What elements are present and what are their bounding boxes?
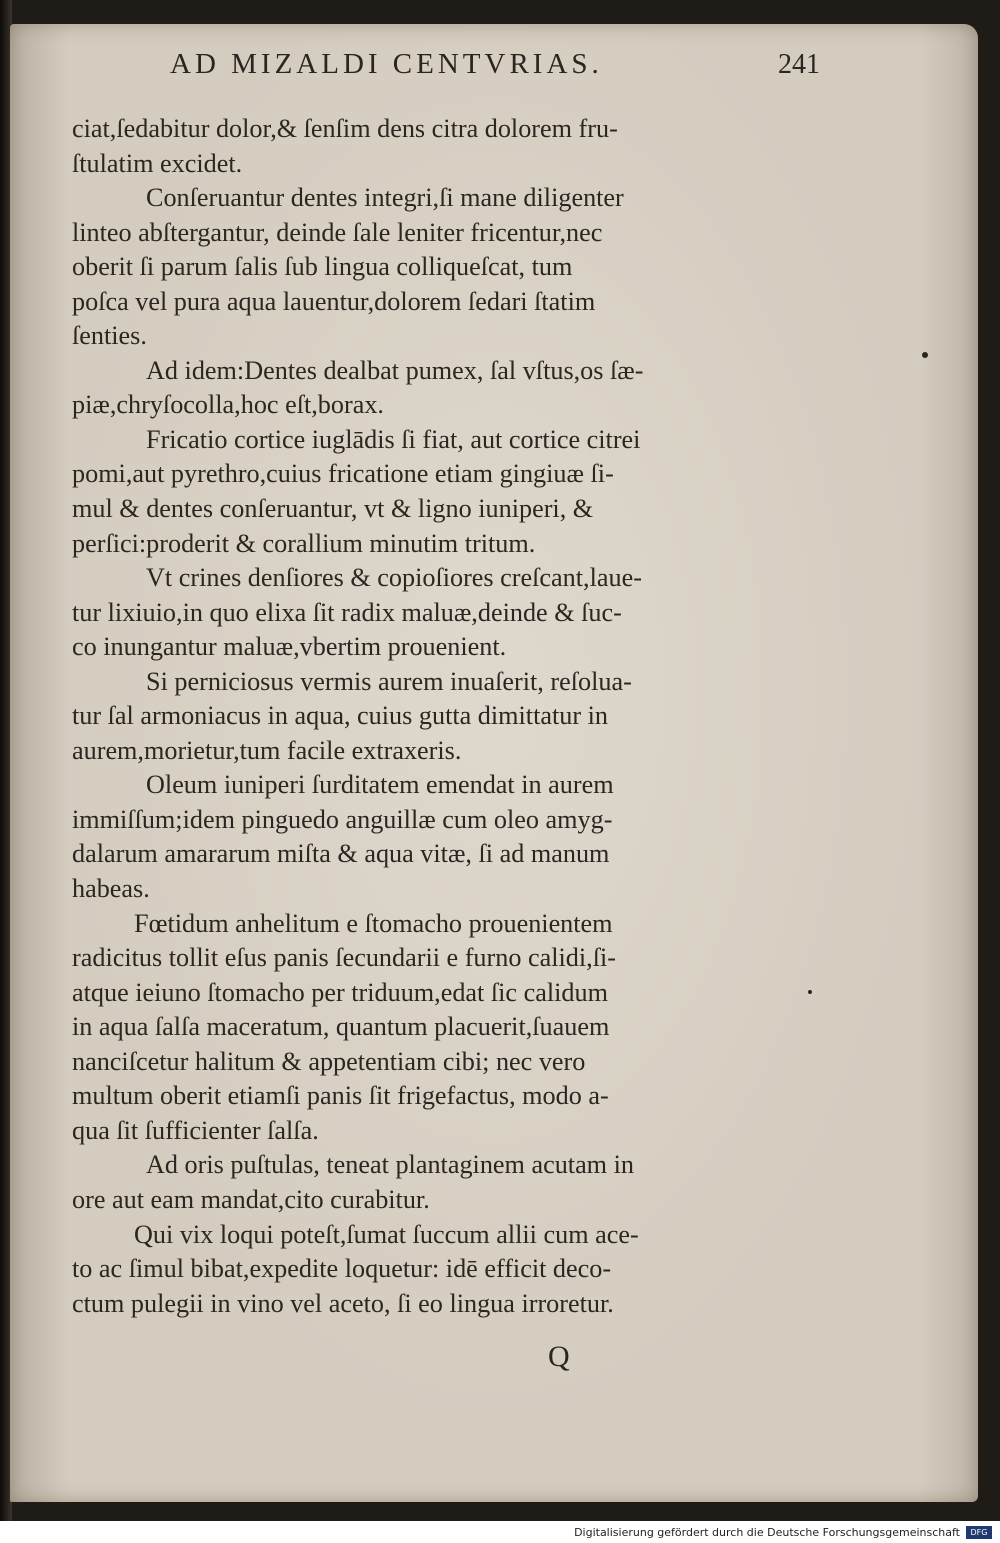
text-line: tur lixiuio,in quo elixa ſit radix maluæ,deinde & ſuc- bbox=[72, 597, 622, 627]
text-line: piæ,chryſocolla,hoc eſt,borax. bbox=[72, 390, 384, 420]
text-line: linteo abſtergantur, deinde ſale leniter fricentur,nec bbox=[72, 217, 603, 247]
text-line: co inungantur maluæ,vbertim prouenient. bbox=[72, 632, 507, 662]
text-line: habeas. bbox=[72, 874, 150, 904]
text-line: ſtulatim excidet. bbox=[72, 148, 243, 178]
text-line: Conſeruantur dentes integri,ſi mane diligenter bbox=[146, 183, 624, 213]
catchword: Q bbox=[548, 1340, 570, 1373]
ink-spot bbox=[808, 990, 812, 994]
text-line: Ad oris puſtulas, teneat plantaginem acutam in bbox=[146, 1150, 634, 1180]
text-line: ſenties. bbox=[72, 321, 147, 351]
folio-number: 241 bbox=[778, 49, 820, 80]
text-line: perſici:proderit & corallium minutim tritum. bbox=[72, 528, 536, 558]
text-line: Ad idem:Dentes dealbat pumex, ſal vſtus,os ſæ- bbox=[146, 355, 644, 385]
text-line: mul & dentes conſeruantur, vt & ligno iuniperi, & bbox=[72, 494, 594, 524]
text-line: Fœtidum anhelitum e ſtomacho prouenientem bbox=[134, 908, 613, 938]
text-line: Vt crines denſiores & copioſiores creſcant,laue- bbox=[146, 563, 642, 593]
text-line: immiſſum;idem pinguedo anguillæ cum oleo amyg- bbox=[72, 804, 613, 834]
footer-bar bbox=[0, 1521, 1000, 1543]
main-text-block bbox=[72, 112, 800, 1321]
text-line: qua ſit ſufficienter ſalſa. bbox=[72, 1115, 319, 1145]
text-line: atque ieiuno ſtomacho per triduum,edat ſic calidum bbox=[72, 977, 608, 1007]
text-line: to ac ſimul bibat,expedite loquetur: idē efficit deco- bbox=[72, 1254, 612, 1284]
text-line: tur ſal armoniacus in aqua, cuius gutta dimittatur in bbox=[72, 701, 608, 731]
ink-spot bbox=[922, 352, 928, 358]
text-line: Fricatio cortice iuglādis ſi fiat, aut cortice citrei bbox=[146, 424, 641, 454]
text-line: pomi,aut pyrethro,cuius fricatione etiam gingiuæ ſi- bbox=[72, 459, 614, 489]
dfg-logo: DFG bbox=[966, 1526, 992, 1539]
text-line: oberit ſi parum ſalis ſub lingua colliqueſcat, tum bbox=[72, 252, 573, 282]
running-head bbox=[170, 48, 820, 92]
text-line: multum oberit etiamſi panis ſit frigefactus, modo a- bbox=[72, 1081, 609, 1111]
text-line: ciat,ſedabitur dolor,& ſenſim dens citra dolorem fru- bbox=[72, 114, 618, 143]
text-line: in aqua ſalſa maceratum, quantum placuerit,ſuauem bbox=[72, 1012, 610, 1042]
text-line: Si perniciosus vermis aurem inuaſerit, reſolua- bbox=[146, 666, 632, 696]
text-line: aurem,morietur,tum facile extraxeris. bbox=[72, 735, 462, 765]
text-line: ore aut eam mandat,cito curabitur. bbox=[72, 1184, 430, 1214]
funding-credit: Digitalisierung gefördert durch die Deutsche Forschungsgemeinschaft bbox=[574, 1526, 960, 1539]
text-line: Qui vix loqui poteſt,ſumat ſuccum allii cum ace- bbox=[134, 1219, 639, 1249]
text-line: ctum pulegii in vino vel aceto, ſi eo lingua irroretur. bbox=[72, 1288, 614, 1318]
running-title: AD MIZALDI CENTVRIAS. bbox=[170, 48, 603, 80]
text-line: poſca vel pura aqua lauentur,dolorem ſedari ſtatim bbox=[72, 286, 596, 316]
text-line: nanciſcetur halitum & appetentiam cibi; nec vero bbox=[72, 1046, 586, 1076]
text-line: Oleum iuniperi ſurditatem emendat in aurem bbox=[146, 770, 614, 800]
text-line: dalarum amararum miſta & aqua vitæ, ſi ad manum bbox=[72, 839, 610, 869]
text-line: radicitus tollit eſus panis ſecundarii e furno calidi,ſi- bbox=[72, 943, 616, 973]
